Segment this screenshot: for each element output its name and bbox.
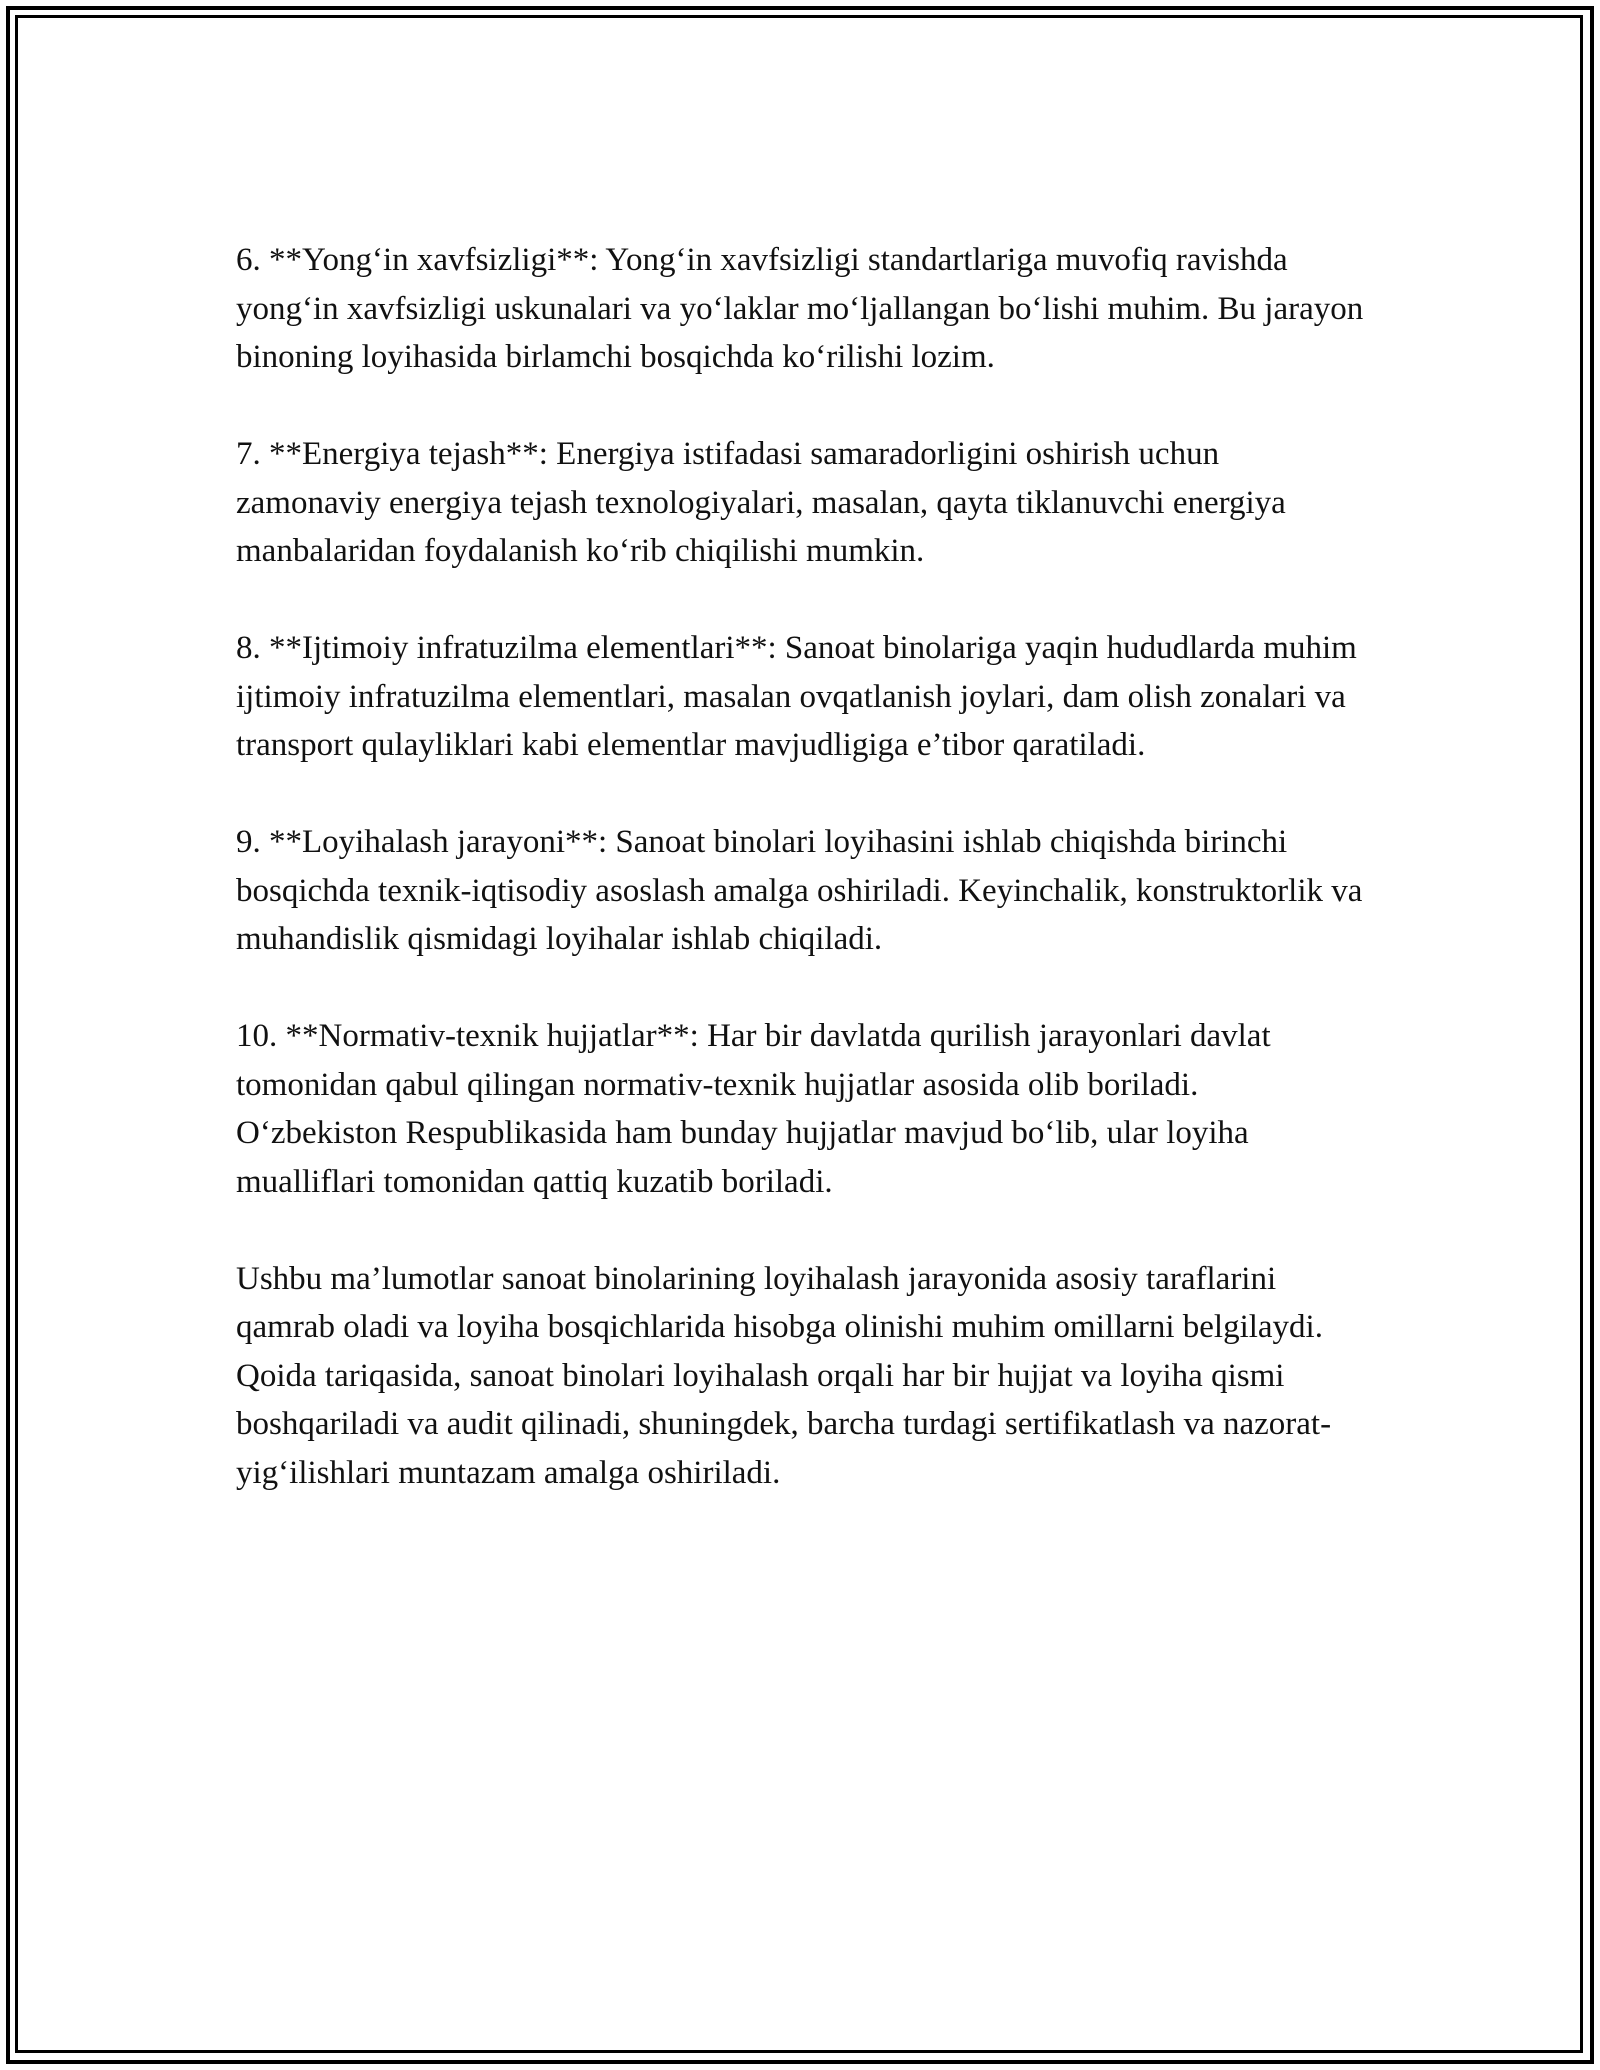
paragraph-summary: Ushbu ma’lumotlar sanoat binolarining loyihalash jarayonida asosiy taraflarini qamrab oladi va loyiha bosqichlarida hisobga olinishi muhim omillarni belgilaydi. Qoida tariqasida, sanoat binolari loyihalash orqali har bir hujjat va loyiha qismi boshqariladi va audit qilinadi, shuningdek, barcha turdagi sertifikatlash va nazorat-yig‘ilishlari muntazam amalga oshiriladi. bbox=[236, 1260, 1332, 1491]
paragraph-fire-safety: 6. **Yong‘in xavfsizligi**: Yong‘in xavfsizligi standartlariga muvofiq ravishda yong‘in xavfsizligi uskunalari va yo‘laklar mo‘ljallangan bo‘lishi muhim. Bu jarayon binoning loyihasida birlamchi bosqichda ko‘rilishi lozim. bbox=[236, 242, 1364, 375]
paragraph-social-infrastructure: 8. **Ijtimoiy infratuzilma elementlari**: Sanoat binolariga yaqin hududlarda muhim ijtimoiy infratuzilma elementlari, masalan ovqatlanish joylari, dam olish zonalari va transport qulayliklari kabi elementlar mavjudligiga e’tibor qaratiladi. bbox=[236, 630, 1357, 763]
paragraph-design-process: 9. **Loyihalash jarayoni**: Sanoat binolari loyihasini ishlab chiqishda birinchi bosqichda texnik-iqtisodiy asoslash amalga oshiriladi. Keyinchalik, konstruktorlik va muhandislik qismidagi loyihalar ishlab chiqiladi. bbox=[236, 824, 1363, 957]
document-body bbox=[236, 236, 1366, 1546]
paragraph-energy-saving: 7. **Energiya tejash**: Energiya istifadasi samaradorligini oshirish uchun zamonaviy energiya tejash texnologiyalari, masalan, qayta tiklanuvchi energiya manbalaridan foydalanish ko‘rib chiqilishi mumkin. bbox=[236, 436, 1286, 569]
paragraph-normative-documents: 10. **Normativ-texnik hujjatlar**: Har bir davlatda qurilish jarayonlari davlat tomonidan qabul qilingan normativ-texnik hujjatlar asosida olib boriladi. O‘zbekiston Respublikasida ham bunday hujjatlar mavjud bo‘lib, ular loyiha mualliflari tomonidan qattiq kuzatib boriladi. bbox=[236, 1018, 1271, 1200]
